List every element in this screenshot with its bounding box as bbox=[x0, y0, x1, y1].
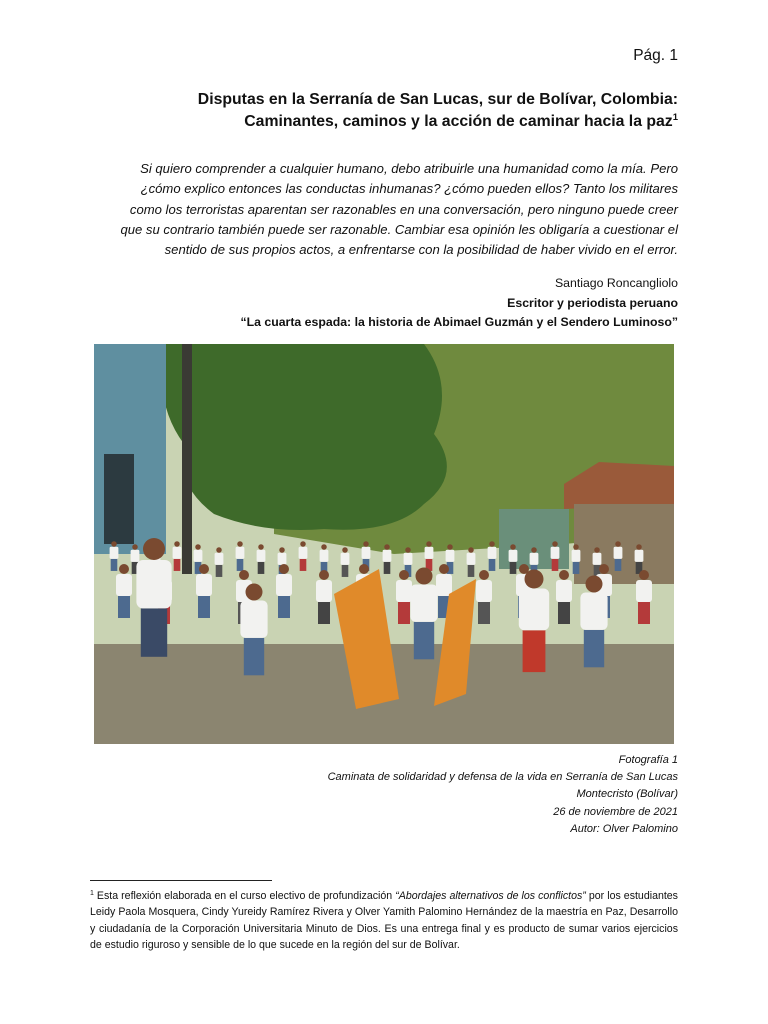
footnote-text-after: por los estudiantes Leidy Paola Mosquera, Cindy Yureidy Ramírez Rivera y Olver Yamith Palomino Hernández de la maestría en Paz, Desarrollo y ciudadanía de la Corporación Universitaria Minuto de Dios. Es una entrega final y es producto de sumar varios ejercicios de estudio riguroso y sensible de lo que sucede en la región del sur de Bolívar. bbox=[90, 890, 678, 951]
attribution-role: Escritor y periodista peruano bbox=[507, 295, 678, 310]
caption-date: 26 de noviembre de 2021 bbox=[553, 805, 678, 818]
footnote-separator bbox=[90, 880, 272, 881]
attribution-book: “La cuarta espada: la historia de Abimael Guzmán y el Sendero Luminoso” bbox=[240, 315, 678, 329]
paper-title bbox=[118, 89, 678, 132]
epigraph-line: que su contrario también puede ser razonable. Cambiar esa opinión les obligaría a cuestionar el bbox=[120, 221, 678, 237]
title-footnote-marker[interactable]: 1 bbox=[672, 111, 678, 123]
caption-author: Autor: Olver Palomino bbox=[570, 822, 678, 835]
walk-photograph bbox=[94, 344, 674, 744]
epigraph-line: sentido de sus propios actos, a enfrentarse con la posibilidad de haber vivido en el error. bbox=[164, 242, 678, 258]
page-number: Pág. 1 bbox=[633, 47, 678, 64]
caption-place: Montecristo (Bolívar) bbox=[576, 788, 678, 801]
footnote-marker: 1 bbox=[90, 890, 94, 897]
footnote bbox=[90, 888, 678, 953]
title-line-1: Disputas en la Serranía de San Lucas, sur de Bolívar, Colombia: bbox=[197, 91, 678, 108]
epigraph-line: ¿cómo explico entonces las conductas inhumanas? ¿cómo pueden ellos? Tanto los militares bbox=[140, 181, 678, 197]
title-line-2 bbox=[118, 111, 678, 133]
footnote-text-before: Esta reflexión elaborada en el curso electivo de profundización bbox=[96, 890, 396, 902]
walk-photograph-illustration bbox=[94, 344, 674, 744]
attribution-author: Santiago Roncangliolo bbox=[554, 276, 678, 290]
epigraph bbox=[78, 159, 678, 260]
title-line-2-text: Caminantes, caminos y la acción de caminar hacia la paz bbox=[244, 112, 673, 130]
epigraph-line: Si quiero comprender a cualquier humano, debo atribuirle una humanidad como la mía. Pero bbox=[140, 161, 678, 176]
caption-label: Fotografía 1 bbox=[618, 754, 678, 766]
photo-caption bbox=[118, 752, 678, 838]
caption-description: Caminata de solidaridad y defensa de la vida en Serranía de San Lucas bbox=[327, 771, 678, 784]
epigraph-line: como los terroristas aparentan ser razonables en una conversación, pero ninguno puede creer bbox=[129, 201, 678, 217]
epigraph-attribution bbox=[78, 274, 678, 333]
footnote-course-title: “Abordajes alternativos de los conflictos” bbox=[395, 890, 586, 902]
